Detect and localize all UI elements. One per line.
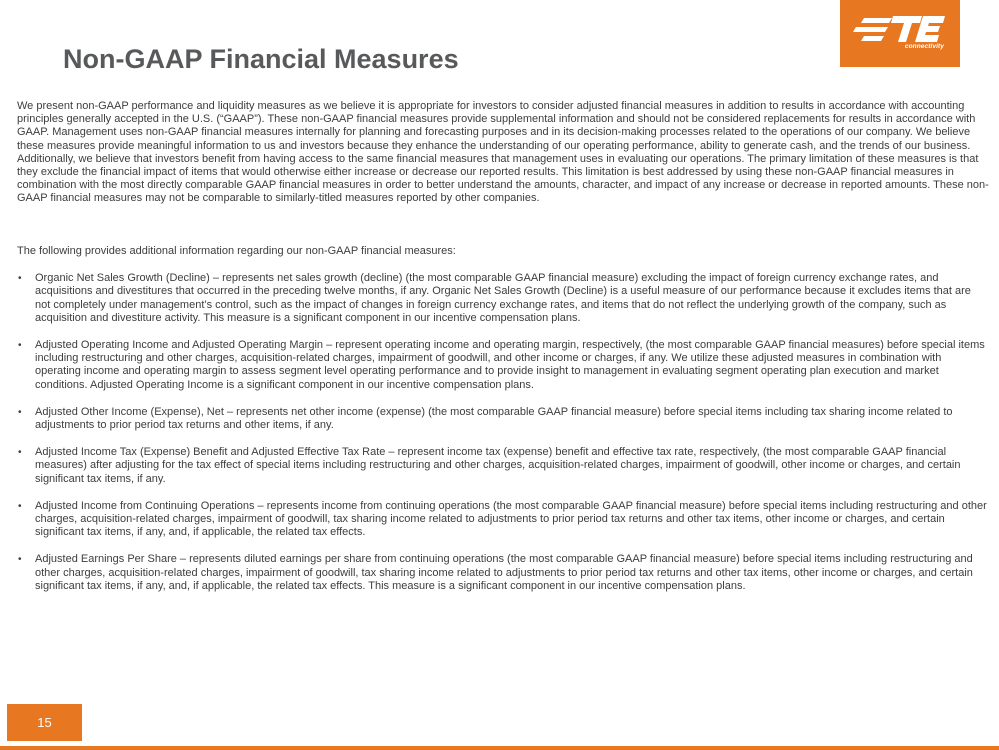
bullet-icon: • (18, 406, 22, 418)
lead-paragraph: The following provides additional information regarding our non-GAAP financial measures: (17, 245, 456, 257)
list-item (17, 446, 989, 486)
bullet-text: Adjusted Operating Income and Adjusted Operating Margin – represent operating income and operating margin, respectively, (the most comparable GAAP financial measures) before special items including restructuring and other charges, acquisition-related charges, impairment of goodwill, and other income or charges, if any. We utilize these adjusted measures in combination with operating income and operating margin to assess segment level operating performance and to provide insight to management in evaluating segment operating plan execution and market conditions. Adjusted Operating Income is a significant component in our incentive compensation plans. (35, 339, 985, 391)
footer-divider (0, 746, 999, 750)
bullet-text: Adjusted Income Tax (Expense) Benefit and Adjusted Effective Tax Rate – represent income tax (expense) benefit and effective tax rate, respectively, (the most comparable GAAP financial measures) after adjusting for the tax effect of special items including restructuring and other charges, acquisition-related charges, impairment of goodwill, other income or charges, and certain significant tax items, if any. (35, 446, 961, 485)
te-connectivity-logo (840, 0, 960, 67)
bullet-text: Organic Net Sales Growth (Decline) – represents net sales growth (decline) (the most comparable GAAP financial measure) excluding the impact of foreign currency exchange rates, and acquisitions and divestitures that occurred in the preceding twelve months, if any. Organic Net Sales Growth (Decline) is a useful measure of our performance because it excludes items that are not completely under management’s control, such as the impact of changes in foreign currency exchange rates, and items that do not reflect the underlying growth of the company, such as acquisition and divestiture activity. This measure is a significant component in our incentive compensation plans. (35, 272, 971, 324)
page-number: 15 (7, 704, 82, 741)
bullet-icon: • (18, 500, 22, 512)
list-item (17, 272, 989, 325)
list-item (17, 339, 989, 392)
bullet-icon: • (18, 340, 22, 352)
list-item (17, 406, 989, 432)
page-title: Non-GAAP Financial Measures (63, 44, 459, 74)
logo-subtext: connectivity (904, 43, 944, 50)
bullet-icon: • (18, 447, 22, 459)
bullet-text: Adjusted Income from Continuing Operations – represents income from continuing operations (the most comparable GAAP financial measure) before special items including restructuring and other charges, acquisition-related charges, impairment of goodwill, tax sharing income related to adjustments to prior period tax returns and other tax items, other income or charges, and certain significant tax items, if any, and, if applicable, the related tax effects. (35, 499, 987, 539)
measures-list (17, 272, 989, 593)
bullet-text: Adjusted Other Income (Expense), Net – represents net other income (expense) (the most comparable GAAP financial measure) before special items including tax sharing income related to adjustments to prior period tax returns and other items, if any. (35, 405, 953, 432)
list-item (17, 500, 989, 540)
content-body (17, 100, 989, 607)
te-logo-icon (840, 0, 960, 67)
intro-paragraph: We present non-GAAP performance and liquidity measures as we believe it is appropriate for investors to consider adjusted financial measures in addition to results in accordance with accounting principles generally accepted in the U.S. (“GAAP”). These non-GAAP financial measures provide supplemental information and should not be considered replacements for results in accordance with GAAP. Management uses non-GAAP financial measures internally for planning and forecasting purposes and in its decision-making processes related to the operations of our company. We believe these measures provide meaningful information to us and investors because they enhance the understanding of our operating performance, ability to generate cash, and the trends of our business. Additionally, we believe that investors benefit from having access to the same financial measures that management uses in evaluating our operations. The primary limitation of these measures is that they exclude the financial impact of items that would otherwise either increase or decrease our reported results. This limitation is best addressed by using these non-GAAP financial measures in combination with the most directly comparable GAAP financial measures in order to better understand the amounts, character, and impact of any increase or decrease in reported amounts. These non-GAAP financial measures may not be comparable to similarly-titled measures reported by other companies. (17, 100, 989, 205)
bullet-icon: • (18, 273, 22, 285)
bullet-text: Adjusted Earnings Per Share – represents diluted earnings per share from continuing operations (the most comparable GAAP financial measure) before special items including restructuring and other charges, acquisition-related charges, impairment of goodwill, tax sharing income related to adjustments to prior period tax returns and other tax items, other income or charges, and certain significant tax items, if any, and, if applicable, the related tax effects. This measure is a significant component in our incentive compensation plans. (35, 553, 973, 592)
bullet-icon: • (18, 554, 22, 566)
list-item (17, 553, 989, 593)
